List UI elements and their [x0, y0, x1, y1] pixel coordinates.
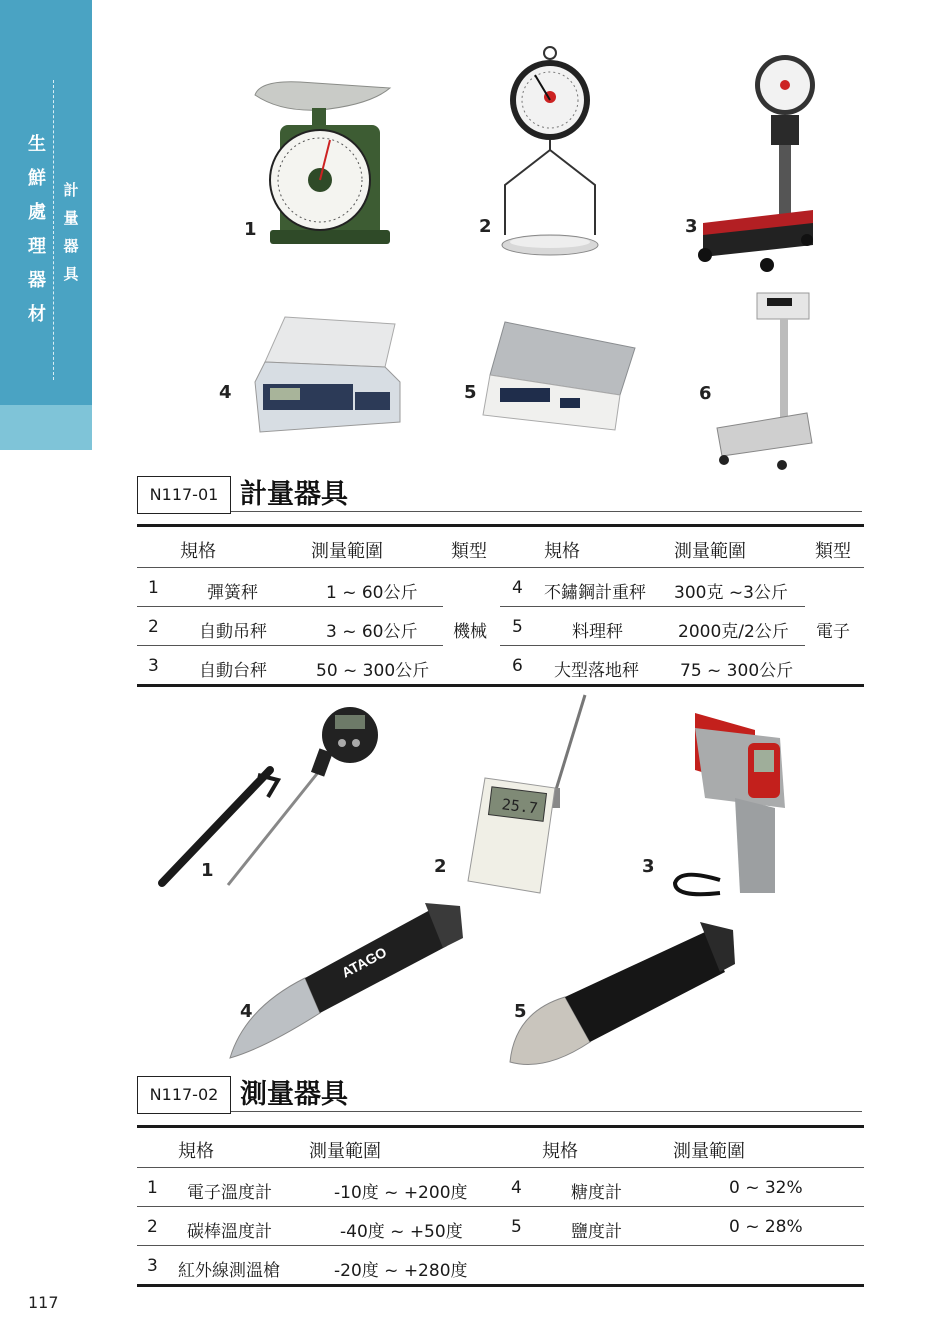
stainless-digital-scale-image: [235, 312, 405, 437]
range-cell: 0 ~ 28%: [729, 1217, 803, 1237]
side-char: 理: [28, 236, 46, 257]
table-top-rule: [137, 1125, 864, 1128]
range-cell: 3 ~ 60公斤: [326, 622, 418, 642]
side-divider: [53, 80, 54, 380]
side-char: 計: [63, 181, 79, 199]
spec-cell: 不鏽鋼計重秤: [544, 583, 646, 603]
row-number: 1: [147, 1178, 158, 1198]
header-spec: 規格: [542, 1141, 578, 1162]
range-cell: 50 ~ 300公斤: [316, 661, 430, 681]
image-number: 2: [479, 216, 492, 237]
range-cell: 1 ~ 60公斤: [326, 583, 418, 603]
spec-cell: 鹽度計: [571, 1222, 622, 1242]
svg-text:ATAGO: ATAGO: [338, 943, 390, 981]
row-number: 1: [148, 578, 159, 598]
type-cell: 機械: [453, 622, 487, 642]
row-number: 2: [147, 1217, 158, 1237]
spec-cell: 碳棒溫度計: [187, 1222, 272, 1242]
side-tab-category: [25, 128, 49, 332]
side-char: 量: [63, 209, 79, 227]
row-number: 2: [148, 617, 159, 637]
sugar-refractometer-image: [225, 898, 465, 1068]
header-range: 測量範圍: [673, 1141, 745, 1162]
floor-scale-image: [712, 288, 817, 473]
range-cell: 0 ~ 32%: [729, 1178, 803, 1198]
range-cell: -10度 ~ +200度: [334, 1183, 468, 1203]
row-divider: [137, 606, 443, 607]
range-cell: 300克 ~3公斤: [674, 583, 788, 603]
image-number: 5: [464, 382, 477, 403]
kitchen-scale-image: [475, 320, 640, 445]
row-number: 5: [512, 617, 523, 637]
side-char: 器: [28, 270, 46, 291]
salinity-refractometer-image: [505, 912, 740, 1072]
image-number: 5: [514, 1001, 527, 1022]
header-type: 類型: [451, 541, 487, 562]
row-divider: [137, 1167, 864, 1168]
spec-cell: 電子溫度計: [187, 1183, 272, 1203]
spring-scale-image: [250, 70, 395, 250]
range-cell: -20度 ~ +280度: [334, 1261, 468, 1281]
side-tab: [0, 0, 92, 450]
row-divider: [500, 606, 805, 607]
row-divider: [137, 1206, 864, 1207]
header-spec: 規格: [544, 541, 580, 562]
header-type: 類型: [815, 541, 851, 562]
hanging-scale-image: [495, 45, 605, 265]
range-cell: -40度 ~ +50度: [340, 1222, 463, 1242]
product-code: N117-01: [137, 476, 231, 514]
image-number: 4: [240, 1001, 253, 1022]
spec-cell: 彈簧秤: [207, 583, 258, 603]
row-number: 3: [148, 656, 159, 676]
section-rule: [231, 1111, 862, 1112]
page-number: 117: [28, 1293, 59, 1312]
row-number: 3: [147, 1256, 158, 1276]
spec-cell: 料理秤: [572, 622, 623, 642]
image-number: 6: [699, 383, 712, 404]
infrared-thermometer-gun-image: [660, 708, 790, 903]
platform-dial-scale-image: [695, 45, 825, 275]
section-rule: [231, 511, 862, 512]
side-char: 器: [63, 237, 79, 255]
spec-cell: 紅外線測溫槍: [178, 1261, 280, 1281]
row-divider: [500, 645, 805, 646]
spec-cell: 糖度計: [571, 1183, 622, 1203]
table-bottom-rule: [137, 1284, 864, 1287]
table-top-rule: [137, 524, 864, 527]
header-range: 測量範圍: [674, 541, 746, 562]
table-bottom-rule: [137, 684, 864, 687]
image-number: 3: [642, 856, 655, 877]
row-divider: [137, 567, 864, 568]
header-spec: 規格: [178, 1141, 214, 1162]
range-cell: 75 ~ 300公斤: [680, 661, 794, 681]
row-divider: [137, 645, 443, 646]
product-code: N117-02: [137, 1076, 231, 1114]
image-number: 1: [244, 219, 257, 240]
side-char: 材: [28, 304, 46, 325]
image-number: 3: [685, 216, 698, 237]
row-divider: [137, 1245, 864, 1246]
spec-cell: 自動台秤: [199, 661, 267, 681]
header-range: 測量範圍: [311, 541, 383, 562]
side-char: 鮮: [28, 168, 46, 189]
spec-cell: 大型落地秤: [554, 661, 639, 681]
section-header: [137, 476, 862, 514]
range-cell: 2000克/2公斤: [678, 622, 789, 642]
row-number: 6: [512, 656, 523, 676]
row-number: 5: [511, 1217, 522, 1237]
section-header: [137, 1076, 862, 1114]
svg-text:25.7: 25.7: [500, 795, 539, 818]
section-title: 計量器具: [240, 479, 348, 510]
side-tab-subcategory: [60, 176, 82, 288]
row-number: 4: [512, 578, 523, 598]
electronic-thermometer-image: [150, 705, 390, 895]
image-number: 1: [201, 860, 214, 881]
row-number: 4: [511, 1178, 522, 1198]
image-number: 4: [219, 382, 232, 403]
header-range: 測量範圍: [309, 1141, 381, 1162]
image-number: 2: [434, 856, 447, 877]
type-cell: 電子: [816, 622, 850, 642]
side-char: 生: [28, 134, 46, 155]
spec-cell: 自動吊秤: [199, 622, 267, 642]
section-title: 測量器具: [240, 1079, 348, 1110]
side-char: 具: [63, 265, 79, 283]
side-char: 處: [28, 202, 46, 223]
header-spec: 規格: [180, 541, 216, 562]
carbon-rod-thermometer-image: [460, 693, 590, 898]
